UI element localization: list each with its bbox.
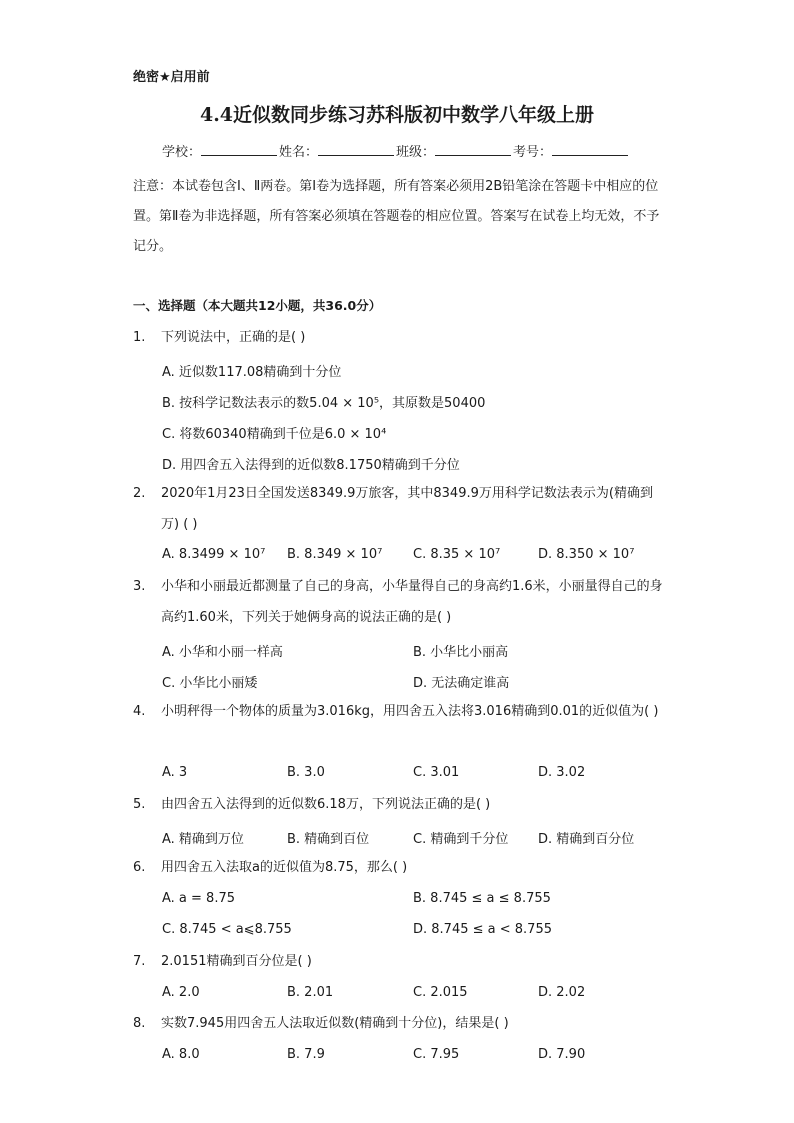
option-6d[interactable]: D. 8.745 ≤ a < 8.755 [413,922,552,937]
option-8c[interactable]: C. 7.95 [413,1047,460,1062]
question-stem: 实数7.945用四舍五人法取近似数(精确到十分位)，结果是( ) [161,1016,509,1031]
option-6c[interactable]: C. 8.745 < a⩽8.755 [162,922,292,937]
question-stem: 由四舍五入法得到的近似数6.18万，下列说法正确的是( ) [161,797,491,812]
option-4a[interactable]: A. 3 [162,765,188,780]
school-label: 学校： [162,145,202,160]
question-number: 8. [133,1016,146,1031]
option-1b[interactable]: B. 按科学记数法表示的数5.04 × 10⁵，其原数是50400 [162,396,486,411]
option-3d[interactable]: D. 无法确定谁高 [413,676,510,691]
option-5b[interactable]: B. 精确到百位 [287,832,370,847]
secret-label: 绝密★启用前 [133,70,210,85]
question-number: 7. [133,954,146,969]
option-3a[interactable]: A. 小华和小丽一样高 [162,645,283,660]
school-blank[interactable] [201,143,277,156]
option-5c[interactable]: C. 精确到千分位 [413,832,509,847]
class-label: 班级： [396,145,436,160]
option-5a[interactable]: A. 精确到万位 [162,832,244,847]
name-blank[interactable] [318,143,394,156]
option-2d[interactable]: D. 8.350 × 10⁷ [538,547,635,562]
question-stem: 下列说法中，正确的是( ) [161,330,306,345]
question-number: 3. [133,579,146,594]
option-1d[interactable]: D. 用四舍五入法得到的近似数8.1750精确到千分位 [162,458,460,473]
question-number: 5. [133,797,146,812]
option-1a[interactable]: A. 近似数117.08精确到十分位 [162,365,342,380]
option-2a[interactable]: A. 8.3499 × 10⁷ [162,547,266,562]
notice-text: 注意：本试卷包含Ⅰ、Ⅱ两卷。第Ⅰ卷为选择题，所有答案必须用2B铅笔涂在答题卡中相应的位置。第Ⅱ卷为非选择题，所有答案必须填在答题卷的相应位置。答案写在试卷上均无效，不予记分。 [133,179,660,254]
option-8d[interactable]: D. 7.90 [538,1047,586,1062]
option-2c[interactable]: C. 8.35 × 10⁷ [413,547,501,562]
option-1c[interactable]: C. 将数60340精确到千位是6.0 × 10⁴ [162,427,387,442]
option-4c[interactable]: C. 3.01 [413,765,460,780]
option-2b[interactable]: B. 8.349 × 10⁷ [287,547,383,562]
option-4d[interactable]: D. 3.02 [538,765,586,780]
exam-no-blank[interactable] [552,143,628,156]
option-5d[interactable]: D. 精确到百分位 [538,832,635,847]
option-8a[interactable]: A. 8.0 [162,1047,200,1062]
exam-no-label: 考号： [513,145,553,160]
question-number: 6. [133,860,146,875]
question-stem: 小明秤得一个物体的质量为3.016kg，用四舍五入法将3.016精确到0.01的近似值为( ) [161,704,659,719]
option-3c[interactable]: C. 小华比小丽矮 [162,676,258,691]
question-stem: 用四舍五入法取a的近似值为8.75，那么( ) [161,860,408,875]
option-6b[interactable]: B. 8.745 ≤ a ≤ 8.755 [413,891,551,906]
option-6a[interactable]: A. a = 8.75 [162,891,235,906]
option-8b[interactable]: B. 7.9 [287,1047,325,1062]
class-blank[interactable] [435,143,511,156]
question-number: 4. [133,704,146,719]
option-3b[interactable]: B. 小华比小丽高 [413,645,509,660]
option-7c[interactable]: C. 2.015 [413,985,468,1000]
option-4b[interactable]: B. 3.0 [287,765,325,780]
option-7a[interactable]: A. 2.0 [162,985,200,1000]
question-number: 2. [133,486,146,501]
question-number: 1. [133,330,146,345]
section-heading: 一、选择题（本大题共12小题，共36.0分） [133,298,382,313]
name-label: 姓名： [279,145,319,160]
question-stem: 小华和小丽最近都测量了自己的身高，小华量得自己的身高约1.6米，小丽量得自己的身高约1.60米，下列关于她俩身高的说法正确的是( ) [161,579,663,625]
question-stem: 2.0151精确到百分位是( ) [161,954,312,969]
option-7b[interactable]: B. 2.01 [287,985,334,1000]
option-7d[interactable]: D. 2.02 [538,985,586,1000]
question-stem: 2020年1月23日全国发送8349.9万旅客，其中8349.9万用科学记数法表示为(精确到万) ( ) [161,486,653,532]
page-title: 4.4近似数同步练习苏科版初中数学八年级上册 [199,104,595,126]
student-info-row [162,141,630,160]
